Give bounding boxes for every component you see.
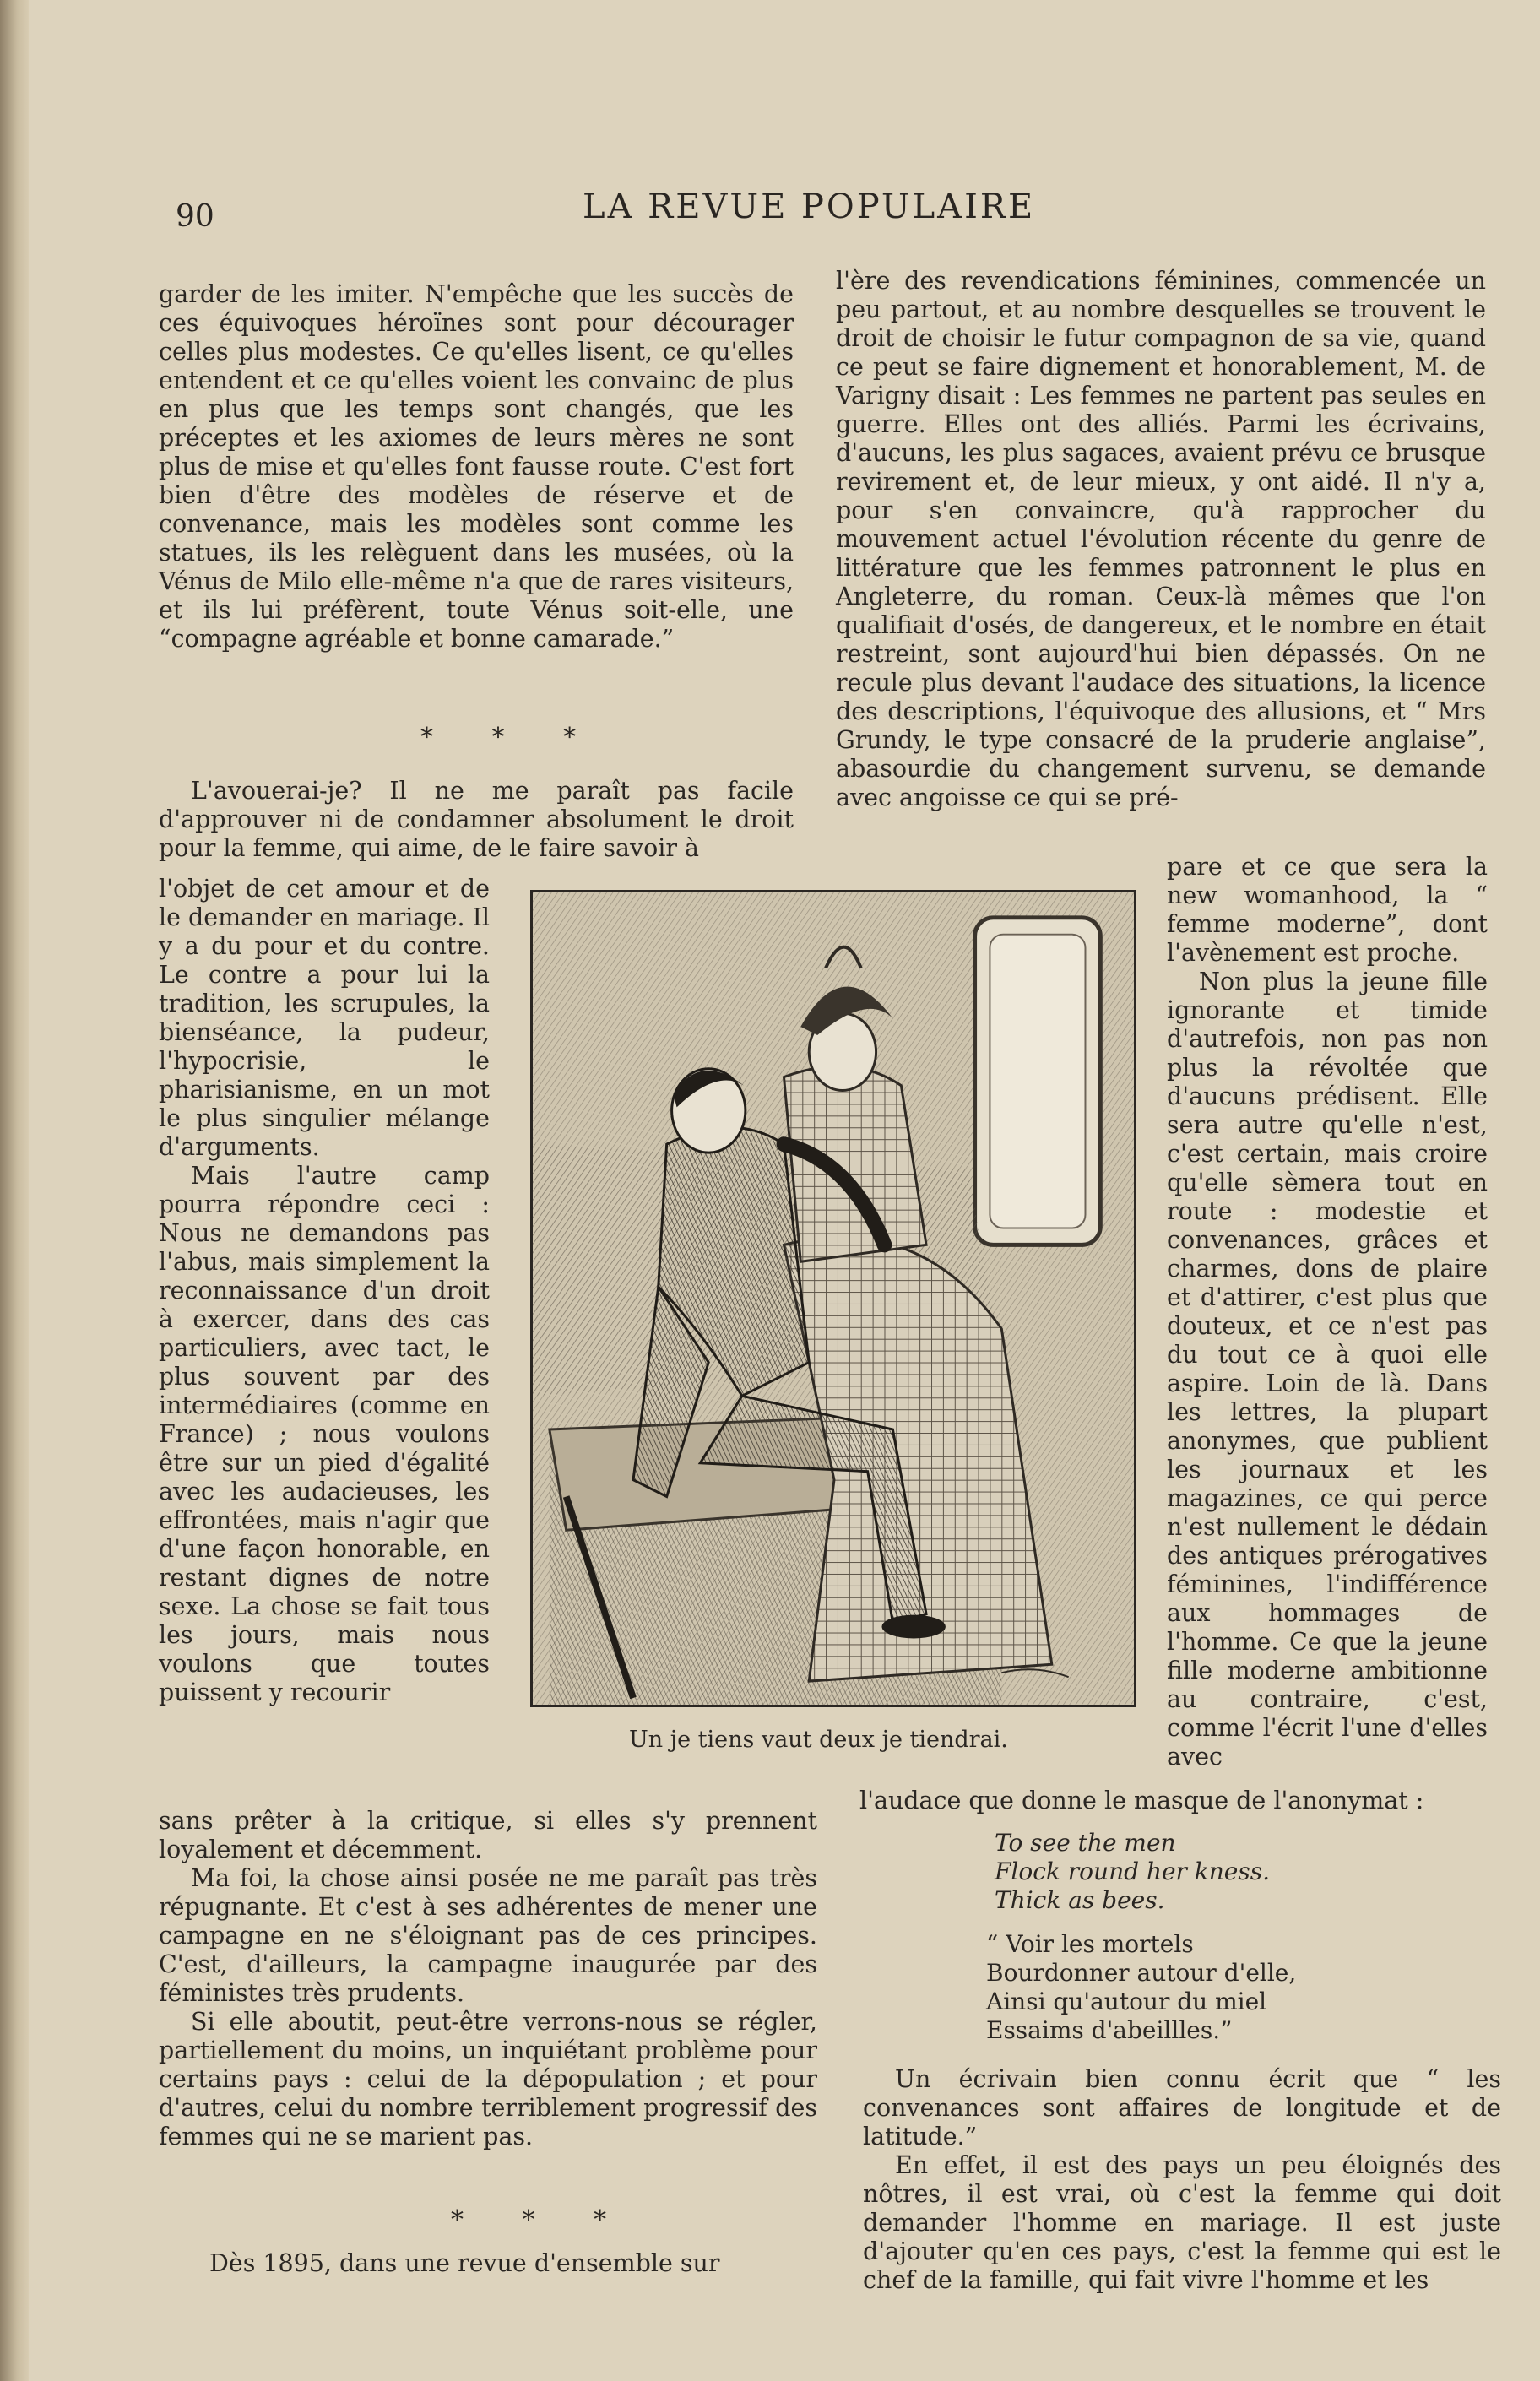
section-separator: * * *	[451, 2205, 632, 2235]
page-number: 90	[176, 199, 214, 234]
poem-english	[995, 1829, 1270, 1915]
paragraph: sans prêter à la critique, si elles s'y prennent loyalement et décemment.	[159, 1807, 817, 1863]
left-column-top	[159, 280, 794, 654]
illustration-couple-train-compartment-icon	[530, 890, 1136, 1707]
paragraph: En effet, il est des pays un peu éloignés des nôtres, il est vrai, où c'est la femme qui doit demander l'homme en mariage. Il est juste d'ajouter qu'en ces pays, c'est la femme qui est le chef de la famille, qui fait vivre l'homme et les	[863, 2151, 1501, 2294]
poem-line: “ Voir les mortels	[986, 1930, 1194, 1958]
paragraph: Si elle aboutit, peut-être verrons-nous se régler, partiellement du moins, un inquiétant problème pour certains pays : celui de la dépopulation ; et pour d'autres, celui du nombre terriblement progressif des femmes qui ne se marient pas.	[159, 2008, 817, 2150]
running-head-title: LA REVUE POPULAIRE	[583, 187, 1036, 226]
paragraph: l'ère des revendications féminines, commencée un peu partout, et au nombre desquelles se trouvent le droit de choisir le futur compagnon de sa vie, quand ce peut se faire dignement et honorablement, M. de Varigny disait : Les femmes ne partent pas seules en guerre. Elles ont des alliés. Parmi les écrivains, d'aucuns, les plus sagaces, avaient prévu ce brusque revirement et, de leur mieux, y ont aidé. Il n'y a, pour s'en convaincre, qu'à rapprocher du mouvement actuel l'évolution récente du genre de littérature que les femmes patronnent le plus en Angleterre, du roman. Ceux-là mêmes que l'on qualifiait d'osés, de dangereux, et le nombre en était restreint, sont aujourd'hui bien dépassés. On ne recule plus devant l'audace des situations, la licence des descriptions, l'équivoque des allusions, et “ Mrs Grundy, le type consacré de la pruderie anglaise”, abasourdie du changement survenu, se demande avec angoisse ce qui se pré-	[836, 267, 1486, 811]
left-column-last	[209, 2249, 817, 2278]
figure-caption: Un je tiens vaut deux je tiendrai.	[629, 1727, 1008, 1753]
paragraph: Ma foi, la chose ainsi posée ne me paraît pas très répugnante. Et c'est à ses adhérentes de mener une campagne en ne s'éloignant pas de ces principes. C'est, d'ailleurs, la campagne inaugurée par des féministes très prudents.	[159, 1864, 817, 2007]
paragraph: Mais l'autre camp pourra répondre ceci : Nous ne demandons pas l'abus, mais simplement la reconnaissance d'un droit à exercer, dans des cas particuliers, avec tact, le plus souvent par des intermédiaires (comme en France) ; nous voulons être sur un pied d'égalité avec les audacieuses, les effrontées, mais n'agir que d'une façon honorable, en restant dignes de notre sexe. La chose se fait tous les jours, mais nous voulons que toutes puissent y recourir	[159, 1162, 490, 1706]
paragraph: l'objet de cet amour et de le demander en mariage. Il y a du pour et du contre. Le contre a pour lui la tradition, les scrupules, la bienséance, la pudeur, l'hypocrisie, le pharisianisme, en un mot le plus singulier mélange d'arguments.	[159, 875, 490, 1161]
paragraph: L'avouerai-je? Il ne me paraît pas facile d'approuver ni de condamner absolument le droit pour la femme, qui aime, de le faire savoir à	[159, 777, 794, 862]
right-column-narrow	[1167, 853, 1488, 1771]
paragraph: garder de les imiter. N'empêche que les succès de ces équivoques héroïnes sont pour décourager celles plus modestes. Ce qu'elles lisent, ce qu'elles entendent et ce qu'elles voient les convainc de plus en plus que les temps sont changés, que les préceptes et les axiomes de leurs mères ne sont plus de mise et qu'elles font fausse route. C'est fort bien d'être des modèles de réserve et de convenance, mais les modèles sont comme les statues, ils les relèguent dans les musées, où la Vénus de Milo elle-même n'a que de rares visiteurs, et ils lui préfèrent, toute Vénus soit-elle, une “compagne agréable et bonne camarade.”	[159, 280, 794, 653]
poem-line: Bourdonner autour d'elle,	[986, 1959, 1297, 1987]
poem-french	[986, 1930, 1296, 2045]
poem-line: Thick as bees.	[995, 1886, 1165, 1914]
section-separator: * * *	[420, 723, 602, 752]
right-column-top	[836, 267, 1486, 812]
right-column-end	[863, 2065, 1501, 2295]
poem-line: To see the men	[995, 1829, 1176, 1857]
poem-line: Flock round her kness.	[995, 1858, 1271, 1885]
left-column-bottom	[159, 1807, 817, 2151]
paragraph: l'audace que donne le masque de l'anonymat :	[859, 1787, 1424, 1814]
left-column-narrow	[159, 875, 490, 1707]
paragraph: Non plus la jeune fille ignorante et timide d'autrefois, non pas non plus la révoltée que d'aucuns prédisent. Elle sera autre qu'elle n'est, c'est certain, mais croire qu'elle sèmera tout en route : modestie et convenances, grâces et charmes, dons de plaire et d'attirer, c'est plus que douteux, et ce n'est pas du tout ce à quoi elle aspire. Loin de là. Dans les lettres, la plupart anonymes, que publient les journaux et les magazines, ce qui perce n'est nullement le dédain des antiques prérogatives féminines, l'indifférence aux hommages de l'homme. Ce que la jeune fille moderne ambitionne au contraire, c'est, comme l'écrit l'une d'elles avec	[1167, 968, 1488, 1771]
paragraph: Un écrivain bien connu écrit que “ les convenances sont affaires de longitude et de latitude.”	[863, 2065, 1501, 2150]
paragraph: Dès 1895, dans une revue d'ensemble sur	[209, 2249, 720, 2277]
right-column-anonymat	[859, 1787, 1501, 1815]
poem-line: Ainsi qu'autour du miel	[986, 1988, 1267, 2015]
paragraph: pare et ce que sera la new womanhood, la “ femme moderne”, dont l'avènement est proche.	[1167, 853, 1488, 967]
poem-line: Essaims d'abeillles.”	[986, 2016, 1233, 2044]
left-column-intro	[159, 777, 794, 863]
